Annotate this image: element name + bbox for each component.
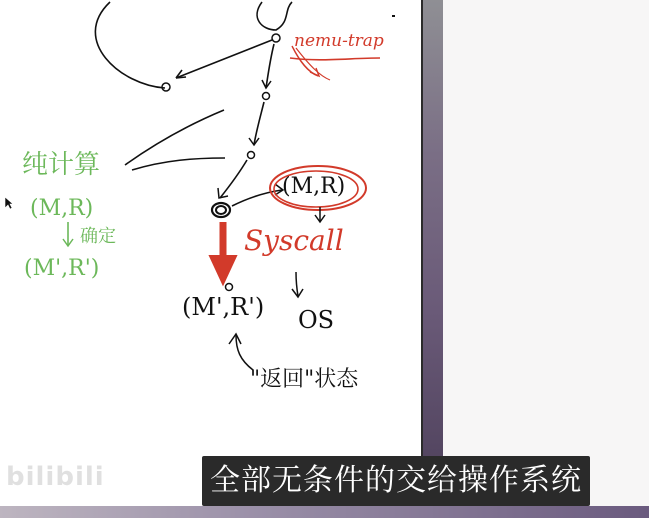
video-subtitle: 全部无条件的交给操作系统 [202,456,590,506]
node-result [226,284,233,291]
state-label: (M,R) [282,174,346,199]
bottom-bar [0,506,649,518]
trap-label: nemu-trap [294,31,384,51]
green-compute-label: 纯计算 [22,150,101,180]
node-2 [263,93,270,100]
syscall-label: Syscall [244,224,344,257]
bilibili-logo: bilibili [6,462,105,492]
node-trap [272,34,280,42]
green-arrow-label: 确定 [80,226,116,247]
loop-stroke [257,2,292,30]
os-label: OS [298,306,335,334]
green-state-before: (M,R) [30,196,94,221]
side-gradient [423,0,443,518]
green-state-after: (M',R') [24,256,100,281]
mouse-cursor-icon [4,196,14,210]
curve-stroke [95,2,165,88]
return-label: "返回"状态 [250,367,359,392]
node-3 [248,152,255,159]
new-state-label: (M',R') [182,293,265,321]
node-left [162,83,170,91]
panel-divider [421,0,423,518]
side-panel [421,0,649,518]
arrow-line [176,40,272,78]
